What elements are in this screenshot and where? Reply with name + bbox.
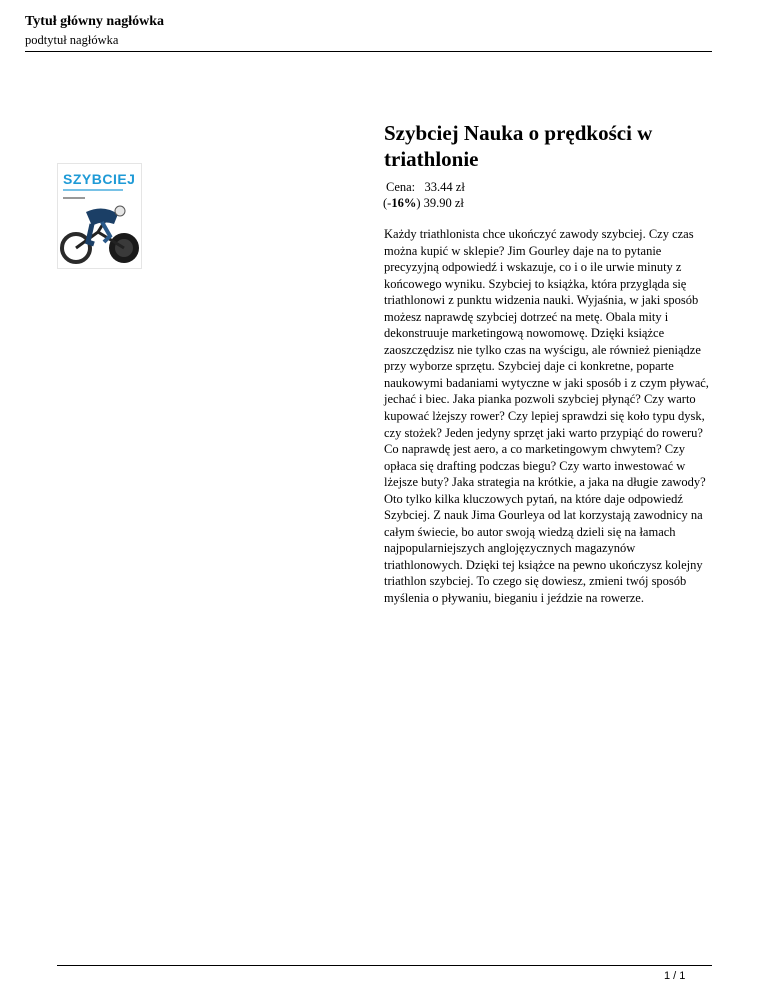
page-number: 1 / 1 [664,970,686,982]
discount-badge: 16% [391,196,417,210]
cover-subtitle-line [63,189,123,191]
discount-open: (- [383,196,392,210]
price-label: Cena: [386,180,416,194]
header-subtitle: podtytuł nagłówka [25,33,119,47]
book-title: Szybciej Nauka o prędkości w triathlonie [384,121,653,171]
price-value: 33.44 zł [424,180,465,194]
cover-author-line [63,197,85,199]
footer-divider [57,965,712,966]
book-cover-image [57,163,142,269]
header-divider [25,51,712,52]
header-title: Tytuł główny nagłówka [25,14,164,29]
cyclist-illustration [58,202,141,268]
price-line [386,179,465,195]
book-description: Każdy triathlonista chce ukończyć zawody szybciej. Czy czas można kupić w sklepie? Jim Gourley daje na to pytanie precyzyjną odpowiedź i wskazuje, co i o ile urwie minuty z końcowego wyniku. Szybciej to książka, która przygląda się triathlonowi z punktu widzenia nauki. Wyjaśnia, w jaki sposób możesz naprawdę szybciej dotrzeć na metę. Obala mity i dekonstruuje marketingową nowomowę. Dzięki książce zaoszczędzisz nie tylko czas na wyścigu, ale również pieniądze przy wyborze sprzętu. Szybciej daje ci konkretne, poparte naukowymi badaniami wytyczne w jaki sposób i z czym pływać, jechać i biec. Jaka pianka pozwoli szybciej płynąć? Czy warto kupować lżejszy rower? Czy lepiej sprawdzi się koło typu dysk, czy stożek? Jeden jedyny sprzęt jaki warto przypiąć do roweru? Co naprawdę jest aero, a co marketingowym chwytem? Czy opłaca się drafting podczas biegu? Czy warto inwestować w lżejsze buty? Jaka strategia na krótkie, a jaka na długie zawody? Oto tylko kilka kluczowych pytań, na które daje odpowiedź Szybciej. Z nauk Jima Gourleya od lat korzystają zawodnicy na całym świecie, bo autor swoją wiedzą dzieli się na łamach najpopularniejszych anglojęzycznych magazynów triathlonowych. Dzięki tej książce na pewno ukończysz kolejny triathlon szybciej. To czego się dowiesz, zmieni twój sposób myślenia o pływaniu, bieganiu i jeździe na rowerze. [384,227,709,606]
old-price-line [383,195,464,211]
cover-title: SZYBCIEJ [63,171,136,187]
old-price-value: 39.90 zł [423,196,464,210]
discount-close: ) [416,196,421,210]
